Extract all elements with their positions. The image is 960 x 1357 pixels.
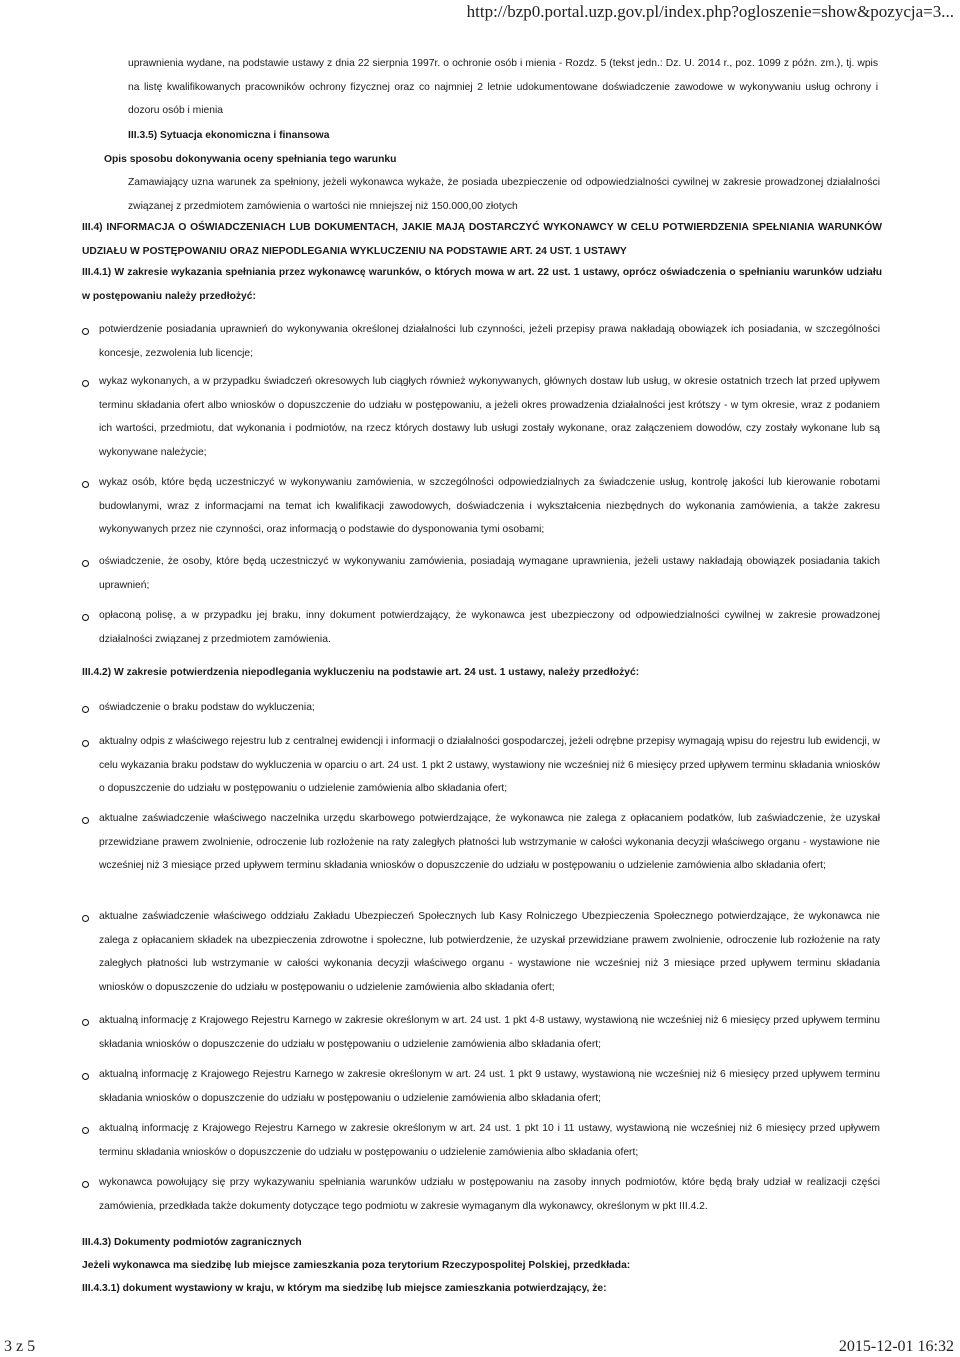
bullet-icon [82, 614, 89, 621]
list-item: aktualny odpis z właściwego rejestru lub z centralnej ewidencji i informacji o działalności gospodarczej, jeżeli odrębne przepisy wymagają wpisu do rejestru lub ewidencji, w celu wykazania braku podstaw do wykluczenia w oparciu o art. 24 ust. 1 pkt 2 ustawy, wystawiony nie wcześniej niż 6 miesięcy przed upływem terminu składania wniosków o dopuszczenie do udziału w postępowaniu o udzielenie zamówienia albo składania ofert; [99, 736, 880, 794]
bullet-icon [82, 817, 89, 824]
list-item: aktualną informację z Krajowego Rejestru Karnego w zakresie określonym w art. 24 ust. 1 pkt 10 i 11 ustawy, wystawioną nie wcześniej niż 6 miesięcy przed upływem terminu składania wniosków o dopuszczenie do udziału w postępowaniu o udzielenie zamówienia albo składania ofert; [99, 1123, 880, 1158]
bullet-icon [82, 915, 89, 922]
bullet-icon [82, 560, 89, 567]
print-timestamp: 2015-12-01 16:32 [838, 1338, 954, 1355]
list-item: wykonawca powołujący się przy wykazywaniu spełniania warunków udziału w postępowaniu na zasoby innych podmiotów, które będą brały udział w realizacji części zamówienia, przedkłada także dokumenty dotyczące tego podmiotu w zakresie wymaganym dla wykonawcy, określonym w pkt III.4.2. [99, 1177, 880, 1212]
page-counter: 3 z 5 [4, 1338, 36, 1355]
page-url-header: http://bzp0.portal.uzp.gov.pl/index.php?ogloszenie=show&pozycja=3... [466, 2, 954, 21]
list-item: wykaz osób, które będą uczestniczyć w wykonywaniu zamówienia, w szczególności odpowiedzialnych za świadczenie usług, kontrolę jakości lub kierowanie robotami budowlanymi, wraz z informacjami na temat ich kwalifikacji zawodowych, doświadczenia i wykształcenia niezbędnych do wykonania zamówienia, a także zakresu wykonywanych przez nie czynności, oraz informacją o podstawie do dysponowania tymi osobami; [99, 477, 880, 535]
bullet-icon [82, 481, 89, 488]
section-heading-3-4: III.4) INFORMACJA O OŚWIADCZENIACH LUB DOKUMENTACH, JAKIE MAJĄ DOSTARCZYĆ WYKONAWCY W CELU POTWIERDZENIA SPEŁNIANIA WARUNKÓW UDZIAŁU W POSTĘPOWANIU ORAZ NIEPODLEGANIA WYKLUCZENIU NA PODSTAWIE ART. 24 UST. 1 USTAWY [82, 222, 882, 257]
intro-paragraph: uprawnienia wydane, na podstawie ustawy z dnia 22 sierpnia 1997r. o ochronie osób i mienia - Rozdz. 5 (tekst jedn.: Dz. U. 2014 r., poz. 1099 z późn. zm.), tj. wpis na listę kwalifikowanych pracowników ochrony fizycznej oraz co najmniej 2 letnie udokumentowane doświadczenie zawodowe w wykonywaniu usług ochrony i dozoru osób i mienia [128, 58, 878, 116]
financial-condition-text: Zamawiający uzna warunek za spełniony, jeżeli wykonawca wykaże, że posiada ubezpieczenie od odpowiedzialności cywilnej w zakresie prowadzonej działalności związanej z przedmiotem zamówienia o wartości nie mniejszej niż 150.000,00 złotych [128, 177, 880, 212]
list-item: oświadczenie, że osoby, które będą uczestniczyć w wykonywaniu zamówienia, posiadają wymagane uprawnienia, jeżeli ustawy nakładają obowiązek posiadania takich uprawnień; [99, 556, 880, 591]
list-item: aktualną informację z Krajowego Rejestru Karnego w zakresie określonym w art. 24 ust. 1 pkt 9 ustawy, wystawioną nie wcześniej niż 6 miesięcy przed upływem terminu składania wniosków o dopuszczenie do udziału w postępowaniu o udzielenie zamówienia albo składania ofert; [99, 1069, 880, 1104]
list-item: opłaconą polisę, a w przypadku jej braku, inny dokument potwierdzający, że wykonawca jest ubezpieczony od odpowiedzialności cywilnej w zakresie prowadzonej działalności związanej z przedmiotem zamówienia. [99, 610, 880, 645]
list-item: oświadczenie o braku podstaw do wykluczenia; [99, 702, 315, 713]
bullet-icon [82, 1181, 89, 1188]
section-heading-3-4-1: III.4.1) W zakresie wykazania spełniania przez wykonawcę warunków, o których mowa w art. 22 ust. 1 ustawy, oprócz oświadczenia o spełnianiu warunków udziału w postępowaniu należy przedłożyć: [82, 267, 882, 302]
bullet-icon [82, 328, 89, 335]
bullet-icon [82, 380, 89, 387]
bullet-icon [82, 1073, 89, 1080]
bullet-icon [82, 1127, 89, 1134]
bullet-icon [82, 1019, 89, 1026]
section-heading-3-4-3: III.4.3) Dokumenty podmiotów zagranicznych [82, 1237, 302, 1248]
section-heading-3-3-5: III.3.5) Sytuacja ekonomiczna i finansowa [128, 130, 330, 141]
section-heading-3-4-3-1: III.4.3.1) dokument wystawiony w kraju, w którym ma siedzibę lub miejsce zamieszkania potwierdzający, że: [82, 1283, 607, 1294]
bullet-icon [82, 740, 89, 747]
section-subheading-assessment: Opis sposobu dokonywania oceny spełniania tego warunku [104, 154, 397, 165]
list-item: potwierdzenie posiadania uprawnień do wykonywania określonej działalności lub czynności, jeżeli przepisy prawa nakładają obowiązek ich posiadania, w szczególności koncesje, zezwolenia lub licencje; [99, 324, 880, 359]
foreign-entities-intro: Jeżeli wykonawca ma siedzibę lub miejsce zamieszkania poza terytorium Rzeczypospolitej Polskiej, przedkłada: [82, 1260, 631, 1271]
list-item: aktualne zaświadczenie właściwego naczelnika urzędu skarbowego potwierdzające, że wykonawca nie zalega z opłacaniem podatków, lub zaświadczenie, że uzyskał przewidziane prawem zwolnienie, odroczenie lub rozłożenie na raty zaległych płatności lub wstrzymanie w całości wykonania decyzji właściwego organu - wystawione nie wcześniej niż 3 miesiące przed upływem terminu składania wniosków o dopuszczenie do udziału w postępowaniu o udzielenie zamówienia albo składania ofert; [99, 813, 880, 871]
section-heading-3-4-2: III.4.2) W zakresie potwierdzenia niepodlegania wykluczeniu na podstawie art. 24 ust. 1 ustawy, należy przedłożyć: [82, 667, 640, 678]
list-item: wykaz wykonanych, a w przypadku świadczeń okresowych lub ciągłych również wykonywanych, głównych dostaw lub usług, w okresie ostatnich trzech lat przed upływem terminu składania ofert albo wniosków o dopuszczenie do udziału w postępowaniu, a jeżeli okres prowadzenia działalności jest krótszy - w tym okresie, wraz z podaniem ich wartości, przedmiotu, dat wykonania i podmiotów, na rzecz których dostawy lub usługi zostały wykonane, oraz załączeniem dowodów, czy zostały wykonane lub są wykonywane należycie; [99, 376, 880, 458]
list-item: aktualne zaświadczenie właściwego oddziału Zakładu Ubezpieczeń Społecznych lub Kasy Rolniczego Ubezpieczenia Społecznego potwierdzające, że wykonawca nie zalega z opłacaniem składek na ubezpieczenia zdrowotne i społeczne, lub potwierdzenie, że uzyskał przewidziane prawem zwolnienie, odroczenie lub rozłożenie na raty zaległych płatności lub wstrzymanie w całości wykonania decyzji właściwego organu - wystawione nie wcześniej niż 3 miesiące przed upływem terminu składania wniosków o dopuszczenie do udziału w postępowaniu o udzielenie zamówienia albo składania ofert; [99, 911, 880, 993]
list-item: aktualną informację z Krajowego Rejestru Karnego w zakresie określonym w art. 24 ust. 1 pkt 4-8 ustawy, wystawioną nie wcześniej niż 6 miesięcy przed upływem terminu składania wniosków o dopuszczenie do udziału w postępowaniu o udzielenie zamówienia albo składania ofert; [99, 1015, 880, 1050]
bullet-icon [82, 706, 89, 713]
